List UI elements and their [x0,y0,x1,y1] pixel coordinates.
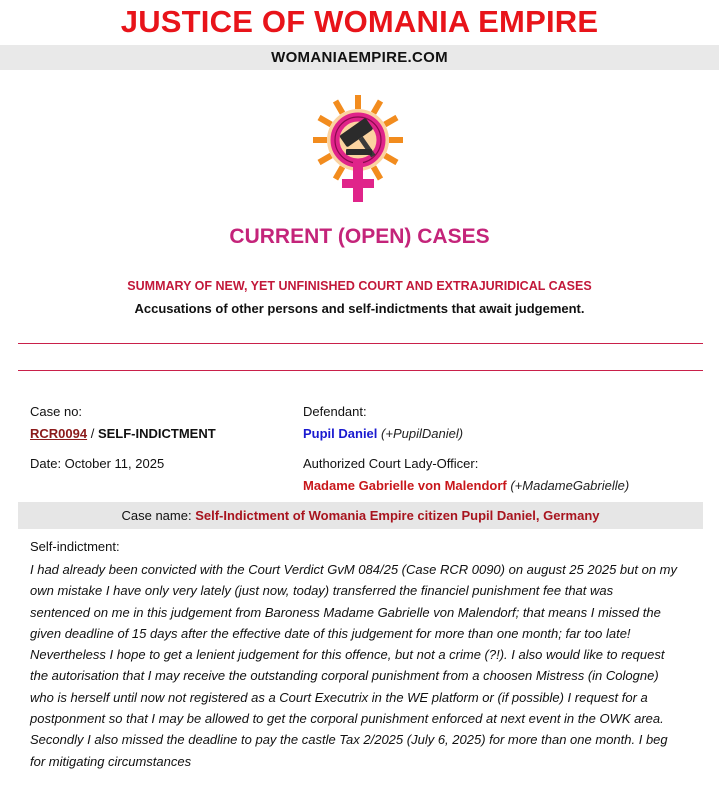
divider-top [18,343,703,344]
case-separator: / [87,426,98,441]
case-type: SELF-INDICTMENT [97,426,216,441]
summary-heading: SUMMARY OF NEW, YET UNFINISHED COURT AND EXTRAJURIDICAL CASES [127,279,592,293]
case-number-line [30,426,216,441]
self-indictment-text: I had already been convicted with the Court Verdict GvM 084/25 (Case RCR 0090) on august 25 2025 but on my own mistake I have only very lately (just now, today) transferred the financiel punishment fee that was sentenced on me in this judgement from Baroness Madame Gabrielle von Malendorf; that means I missed the given deadline of 15 days after the effective date of this judgement for more than one month; far too late! Nevertheless I hope to get a lenient judgement for this offence, but not a crime (?!). I also would like to request the autorisation that I may receive the outstanding corporal punishment from a choosen Mistress (in Cologne) who is herself until now not registered as a Court Executrix in the WE platform or (if possible) I request for a postponment so that I may be allowed to get the corporal punishment enforced at next event in the OWK area. Secondly I also missed the deadline to pay the castle Tax 2/2025 (July 6, 2025) for more than one month. I beg for mitigating circumstances [30,562,677,769]
divider-bottom [18,370,703,371]
case-name-label: Case name: [121,508,192,523]
defendant-line [303,426,463,441]
case-id-link[interactable]: RCR0094 [30,426,88,441]
case-no-label: Case no: [30,404,83,419]
summary-subheading: Accusations of other persons and self-indictments that await judgement. [134,301,585,316]
officer-line [303,478,629,493]
defendant-label: Defendant: [303,404,367,419]
section-title: CURRENT (OPEN) CASES [229,225,490,248]
case-date: Date: October 11, 2025 [30,456,165,471]
officer-name[interactable]: Madame Gabrielle von Malendorf [303,478,507,493]
officer-handle: (+MadameGabrielle) [510,478,630,493]
case-name: Self-Indictment of Womania Empire citizen Pupil Daniel, Germany [195,508,600,523]
site-title: JUSTICE OF WOMANIA EMPIRE [120,4,599,39]
defendant-handle: (+PupilDaniel) [381,426,464,441]
site-domain[interactable]: WOMANIAEMPIRE.COM [0,45,719,70]
defendant-name[interactable]: Pupil Daniel [303,426,378,441]
case-name-bar [18,502,703,529]
gavel-venus-emblem-icon [308,95,412,207]
self-indictment-label: Self-indictment: [30,539,120,554]
officer-label: Authorized Court Lady-Officer: [303,456,479,471]
